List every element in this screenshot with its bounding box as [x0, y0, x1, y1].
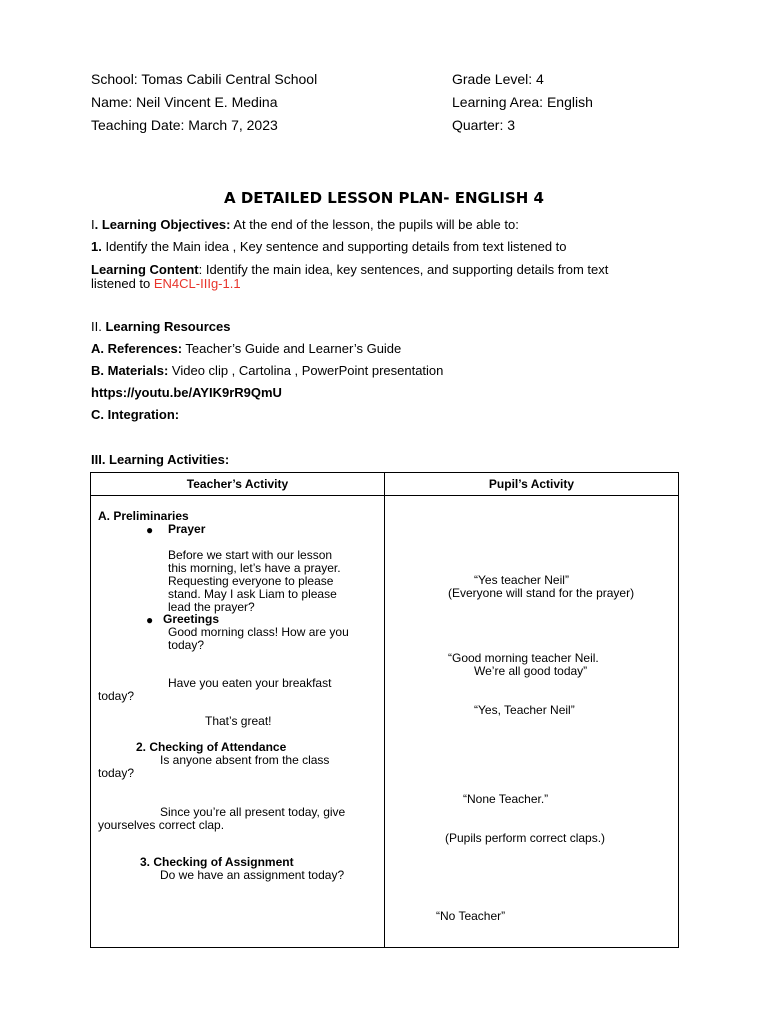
preliminaries-label: A. Preliminaries: [98, 509, 189, 523]
absent-line-2: today?: [98, 766, 135, 780]
learning-content-cont: [91, 276, 241, 291]
pupil-response-2: (Everyone will stand for the prayer): [448, 586, 635, 600]
teacher-activity-header: Teacher’s Activity: [91, 473, 385, 496]
quarter: Quarter: 3: [452, 117, 516, 133]
greetings-label: Greetings: [163, 612, 220, 626]
learning-activities: [91, 452, 229, 467]
materials: [91, 363, 443, 378]
objectives-label: . Learning Objectives:: [94, 217, 231, 232]
present-line-1: Since you’re all present today, give: [160, 805, 346, 819]
learning-area: Learning Area: English: [452, 94, 593, 110]
page-title: A DETAILED LESSON PLAN- ENGLISH 4: [224, 189, 544, 207]
prayer-line-2: this morning, let’s have a prayer.: [168, 561, 341, 575]
integration: [91, 407, 179, 422]
video-link[interactable]: [91, 385, 282, 400]
prayer-line-1: Before we start with our lesson: [168, 548, 333, 562]
pupil-response-3: “Good morning teacher Neil.: [448, 651, 599, 665]
present-line-2: yourselves correct clap.: [98, 818, 225, 832]
materials-text: Video clip , Cartolina , PowerPoint presentation: [168, 363, 444, 378]
pupil-response-7: (Pupils perform correct claps.): [445, 831, 606, 845]
prayer-line-5: lead the prayer?: [168, 600, 255, 614]
prayer-line-4: stand. May I ask Liam to please: [168, 587, 337, 601]
learning-objectives: [91, 217, 519, 232]
table-header-row: [91, 473, 679, 496]
activities-label: III. Learning Activities:: [91, 452, 230, 467]
teaching-date: Teaching Date: March 7, 2023: [91, 117, 278, 133]
pupil-response-6: “None Teacher.”: [463, 792, 549, 806]
prayer-line-3: Requesting everyone to please: [168, 574, 334, 588]
assignment-question: Do we have an assignment today?: [160, 868, 345, 882]
objective-number: 1.: [91, 239, 102, 254]
assignment-label: 3. Checking of Assignment: [140, 855, 294, 869]
teacher-name: Name: Neil Vincent E. Medina: [91, 94, 278, 110]
content-label: Learning Content: [91, 262, 199, 277]
competency-code: EN4CL-IIIg-1.1: [153, 276, 241, 291]
learning-content: [91, 262, 608, 277]
resources-label: Learning Resources: [105, 319, 231, 334]
absent-line-1: Is anyone absent from the class: [160, 753, 330, 767]
materials-label: B. Materials:: [91, 363, 169, 378]
objectives-text: At the end of the lesson, the pupils will be able to:: [230, 217, 519, 232]
content-text: : Identify the main idea, key sentences, and supporting details from text: [198, 262, 609, 277]
section-number: II.: [91, 319, 106, 334]
learning-resources: [91, 319, 230, 334]
bullet-icon: ●: [146, 613, 154, 627]
pupil-activity-cell: [385, 496, 679, 948]
school-name: School: Tomas Cabili Central School: [91, 71, 318, 87]
activities-table: [90, 472, 679, 948]
references-text: Teacher’s Guide and Learner’s Guide: [182, 341, 402, 356]
objective-1: [91, 239, 567, 254]
prayer-heading: [168, 523, 205, 536]
integration-label: C. Integration:: [91, 407, 180, 422]
greet-line-2: today?: [168, 638, 205, 652]
references-label: A. References:: [91, 341, 183, 356]
greet-line-1: Good morning class! How are you: [168, 625, 349, 639]
table-row: [91, 496, 679, 948]
prayer-label: Prayer: [168, 522, 206, 536]
objective-text: Identify the Main idea , Key sentence and supporting details from text listened to: [101, 239, 567, 254]
bullet-icon: ●: [146, 523, 154, 537]
references: [91, 341, 401, 356]
video-link-text[interactable]: https://youtu.be/AYIK9rR9QmU: [91, 385, 282, 400]
pupil-response-8: “No Teacher”: [436, 909, 506, 923]
attendance-label: 2. Checking of Attendance: [136, 740, 287, 754]
teacher-activity-cell: [91, 496, 385, 948]
content-text-2: listened to: [91, 276, 154, 291]
breakfast-line-1: Have you eaten your breakfast: [168, 676, 332, 690]
grade-level: Grade Level: 4: [452, 71, 544, 87]
breakfast-line-2: today?: [98, 689, 135, 703]
pupil-activity-header: Pupil’s Activity: [385, 473, 679, 496]
pupil-response-5: “Yes, Teacher Neil”: [474, 703, 575, 717]
pupil-response-4: We’re all good today”: [474, 664, 588, 678]
great-line: That’s great!: [205, 714, 272, 728]
pupil-response-1: “Yes teacher Neil”: [474, 573, 569, 587]
section-number: I: [91, 217, 95, 232]
